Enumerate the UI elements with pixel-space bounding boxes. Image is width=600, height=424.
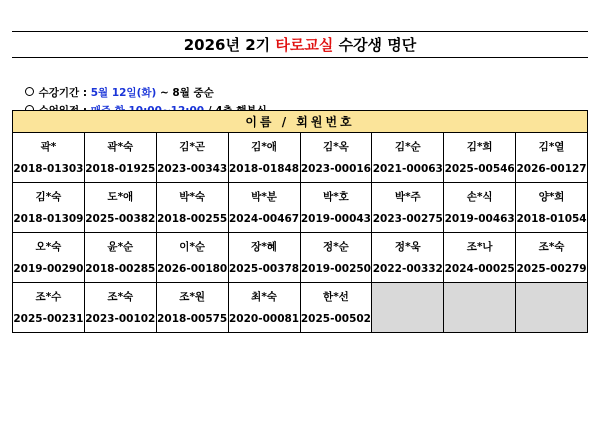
student-name: 김*순 [394,140,421,153]
student-name: 김*애 [251,140,277,153]
student-cell [156,133,228,183]
empty-cell [444,283,516,333]
member-number: 2025-00546 [444,162,515,175]
student-name: 최*숙 [251,290,277,303]
member-number: 2019-00463 [444,212,515,225]
student-cell [13,183,85,233]
student-cell [516,233,588,283]
member-number: 2019-00290 [13,262,84,275]
member-number: 2018-01054 [516,212,587,225]
member-number: 2018-01925 [85,162,156,175]
title-prefix: 2026년 2기 [183,36,276,54]
student-name: 곽*숙 [107,140,134,153]
student-cell [444,133,516,183]
student-name: 이*순 [179,240,206,253]
member-number: 2023-00102 [85,312,156,325]
member-number: 2018-00575 [157,312,228,325]
member-number: 2018-01848 [229,162,300,175]
member-number: 2025-00231 [13,312,84,325]
student-name: 곽* [40,140,57,153]
student-name: 도*애 [107,190,134,203]
student-name: 박*주 [394,190,421,203]
student-name: 조*숙 [107,290,134,303]
member-number: 2020-00081 [229,312,300,325]
member-number: 2019-00250 [300,262,371,275]
student-cell [84,283,156,333]
student-name: 양*희 [538,190,565,203]
course-period-label: 수강기간 : [38,87,91,99]
table-row [13,283,588,333]
student-cell [13,233,85,283]
student-name: 박*호 [323,190,349,203]
student-roster-table [12,110,588,333]
member-number: 2023-00016 [300,162,371,175]
student-cell [372,183,444,233]
student-name: 오*숙 [35,240,62,253]
student-cell [156,233,228,283]
member-number: 2018-00285 [85,262,156,275]
student-cell [156,183,228,233]
student-name: 김*곤 [179,140,206,153]
member-number: 2018-00255 [157,212,228,225]
student-cell [156,283,228,333]
course-period-end: ~ 8월 중순 [156,87,214,99]
roster-table-header: 이름 / 회원번호 [13,111,588,133]
student-cell [228,283,300,333]
student-name: 정*욱 [394,240,421,253]
title-highlight: 타로교실 [275,36,334,54]
student-cell [13,133,85,183]
table-row [13,183,588,233]
member-number: 2018-01303 [13,162,84,175]
student-name: 한*선 [323,290,349,303]
student-cell [228,233,300,283]
member-number: 2024-00025 [444,262,515,275]
member-number: 2026-00180 [157,262,228,275]
student-name: 조*원 [179,290,206,303]
student-cell [84,133,156,183]
student-name: 조*숙 [538,240,565,253]
empty-cell [372,283,444,333]
student-cell [300,133,372,183]
student-name: 김*옥 [323,140,349,153]
title-suffix: 수강생 명단 [333,36,417,54]
empty-cell [516,283,588,333]
student-name: 박*분 [251,190,277,203]
member-number: 2022-00332 [372,262,443,275]
member-number: 2019-00043 [300,212,371,225]
student-name: 김*숙 [35,190,62,203]
member-number: 2023-00343 [157,162,228,175]
member-number: 2023-00275 [372,212,443,225]
member-number: 2024-00467 [229,212,300,225]
student-name: 장*혜 [251,240,277,253]
student-cell [372,133,444,183]
student-name: 윤*순 [107,240,134,253]
student-name: 조*수 [35,290,62,303]
student-name: 손*식 [466,190,493,203]
document-title [12,31,588,58]
member-number: 2025-00502 [300,312,371,325]
roster-table-body [13,133,588,333]
student-cell [228,133,300,183]
student-cell [372,233,444,283]
student-name: 조*나 [466,240,493,253]
student-name: 김*희 [466,140,493,153]
student-cell [444,233,516,283]
student-name: 김*열 [538,140,565,153]
member-number: 2025-00279 [516,262,587,275]
member-number: 2025-00378 [229,262,300,275]
student-name: 정*순 [323,240,349,253]
table-row [13,133,588,183]
student-cell [444,183,516,233]
student-cell [516,133,588,183]
student-cell [84,183,156,233]
course-period-start: 5월 12일(화) [90,87,157,99]
student-name: 박*숙 [179,190,206,203]
table-row [13,233,588,283]
student-cell [300,233,372,283]
student-cell [13,283,85,333]
student-cell [300,183,372,233]
student-cell [84,233,156,283]
member-number: 2025-00382 [85,212,156,225]
student-cell [300,283,372,333]
member-number: 2018-01309 [13,212,84,225]
member-number: 2026-00127 [516,162,587,175]
member-number: 2021-00063 [372,162,443,175]
student-cell [516,183,588,233]
student-cell [228,183,300,233]
